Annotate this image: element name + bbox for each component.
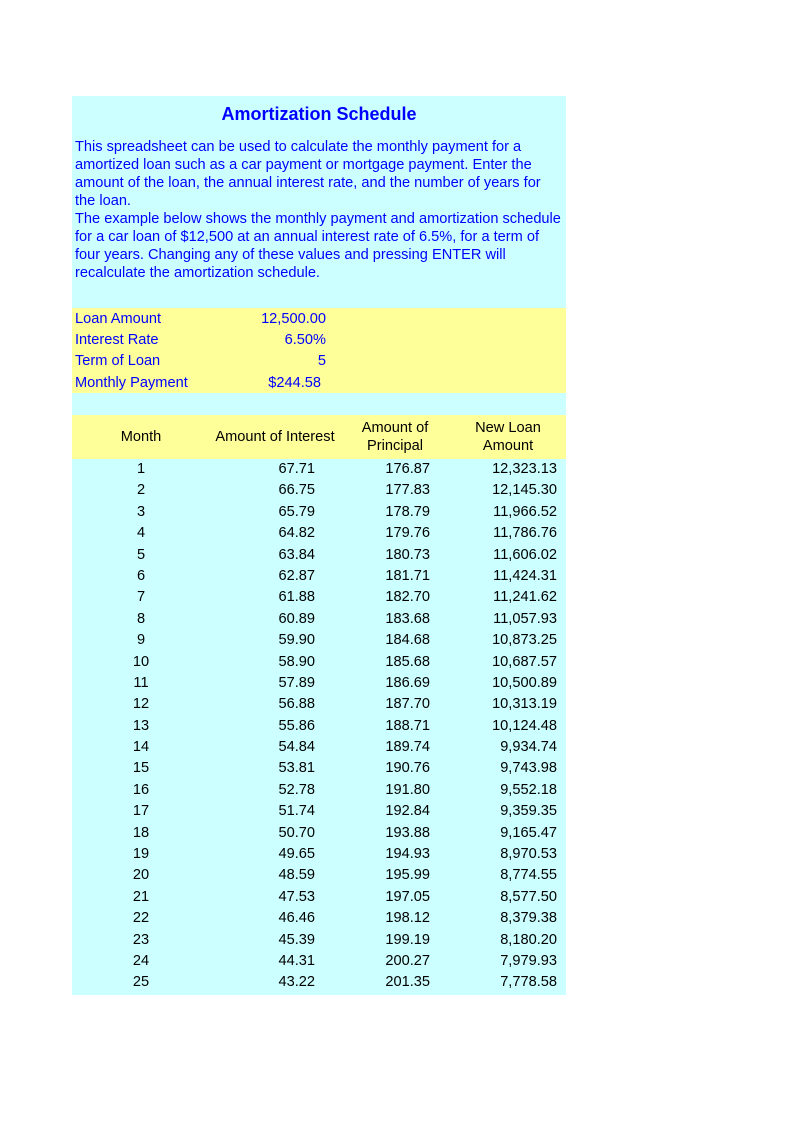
- month-cell: 21: [132, 888, 150, 905]
- header-principal: Amount of Principal: [361, 420, 429, 454]
- interest-cell: 46.46: [278, 910, 315, 927]
- table-row: [72, 609, 566, 630]
- table-row: [72, 823, 566, 844]
- description-paragraph: The example below shows the monthly payment and amortization schedule for a car loan of $12,500 at an annual interest rate of 6.5%, for a term of four years. Changing any of these values and pressing ENTER will recalculate the amortization schedule.: [75, 211, 561, 281]
- interest-cell: 48.59: [278, 867, 315, 884]
- balance-cell: 11,966.52: [493, 503, 557, 520]
- principal-cell: 177.83: [385, 482, 430, 499]
- table-row: [72, 887, 566, 908]
- description: [72, 138, 566, 308]
- input-row: [75, 309, 563, 330]
- table-row: [72, 780, 566, 801]
- table-row: [72, 673, 566, 694]
- table-row: [72, 523, 566, 544]
- header-interest: Amount of Interest: [215, 429, 335, 445]
- month-cell: 2: [136, 482, 146, 499]
- balance-cell: 8,379.38: [500, 910, 557, 927]
- balance-cell: 11,424.31: [493, 567, 557, 584]
- table-row: [72, 972, 566, 993]
- principal-cell: 197.05: [385, 888, 430, 905]
- table-row: [72, 737, 566, 758]
- input-label: Loan Amount: [75, 311, 162, 327]
- input-value[interactable]: 5: [317, 353, 326, 370]
- principal-cell: 184.68: [385, 632, 430, 649]
- balance-cell: 10,124.48: [492, 717, 557, 734]
- interest-cell: 67.71: [278, 461, 315, 477]
- table-row: [72, 630, 566, 651]
- balance-cell: 8,180.20: [500, 931, 557, 948]
- interest-cell: 59.90: [278, 632, 315, 649]
- month-cell: 23: [132, 931, 150, 948]
- table-row: [72, 545, 566, 566]
- month-cell: 25: [132, 974, 150, 991]
- input-label: Term of Loan: [75, 353, 161, 370]
- month-cell: 6: [136, 567, 146, 584]
- principal-cell: 200.27: [385, 952, 430, 969]
- month-cell: 5: [136, 546, 146, 563]
- interest-cell: 44.31: [278, 952, 315, 969]
- schedule-rows: [72, 459, 566, 995]
- month-cell: 15: [132, 760, 150, 777]
- header-new-loan-amount: New Loan Amount: [475, 420, 541, 454]
- month-cell: 19: [132, 846, 150, 863]
- interest-cell: 60.89: [278, 610, 315, 627]
- principal-cell: 186.69: [385, 674, 430, 691]
- interest-cell: 62.87: [278, 567, 315, 584]
- principal-cell: 199.19: [385, 931, 430, 948]
- balance-cell: 10,687.57: [492, 653, 557, 670]
- table-row: [72, 801, 566, 822]
- principal-cell: 179.76: [385, 525, 430, 542]
- table-row: [72, 652, 566, 673]
- month-cell: 9: [136, 632, 146, 649]
- input-value[interactable]: 12,500.00: [261, 311, 326, 327]
- month-cell: 24: [132, 952, 150, 969]
- balance-cell: 10,313.19: [492, 696, 557, 713]
- principal-cell: 201.35: [385, 974, 430, 991]
- interest-cell: 53.81: [278, 760, 315, 777]
- table-row: [72, 502, 566, 523]
- month-cell: 4: [136, 525, 146, 542]
- spacer: [72, 393, 566, 415]
- month-cell: 18: [132, 824, 150, 841]
- balance-cell: 9,552.18: [500, 781, 557, 798]
- input-label: Monthly Payment: [75, 374, 188, 391]
- principal-cell: 193.88: [385, 824, 430, 841]
- interest-cell: 57.89: [278, 674, 315, 691]
- interest-cell: 65.79: [278, 503, 315, 520]
- interest-cell: 66.75: [278, 482, 315, 499]
- principal-cell: 190.76: [385, 760, 430, 777]
- balance-cell: 11,606.02: [493, 546, 557, 563]
- input-row: [75, 351, 563, 372]
- balance-cell: 10,873.25: [492, 632, 557, 649]
- balance-cell: 9,165.47: [500, 824, 557, 841]
- header-month: Month: [120, 429, 162, 445]
- amortization-sheet: [72, 96, 566, 995]
- balance-cell: 8,774.55: [500, 867, 557, 884]
- table-row: [72, 951, 566, 972]
- balance-cell: 10,500.89: [492, 674, 557, 691]
- balance-cell: 8,577.50: [500, 888, 557, 905]
- balance-cell: 12,145.30: [492, 482, 557, 499]
- principal-cell: 192.84: [385, 803, 430, 820]
- interest-cell: 43.22: [278, 974, 315, 991]
- table-row: [72, 587, 566, 608]
- interest-cell: 55.86: [278, 717, 315, 734]
- month-cell: 1: [136, 461, 146, 477]
- principal-cell: 188.71: [385, 717, 430, 734]
- table-row: [72, 480, 566, 501]
- principal-cell: 182.70: [385, 589, 430, 606]
- interest-cell: 45.39: [278, 931, 315, 948]
- month-cell: 8: [136, 610, 146, 627]
- balance-cell: 12,323.13: [492, 461, 557, 477]
- table-row: [72, 758, 566, 779]
- balance-cell: 11,786.76: [493, 525, 557, 542]
- interest-cell: 64.82: [278, 525, 315, 542]
- principal-cell: 194.93: [385, 846, 430, 863]
- month-cell: 20: [132, 867, 150, 884]
- month-cell: 13: [132, 717, 150, 734]
- principal-cell: 189.74: [385, 739, 430, 756]
- balance-cell: 11,241.62: [493, 589, 557, 606]
- month-cell: 3: [136, 503, 146, 520]
- table-header: [72, 415, 566, 459]
- balance-cell: 9,934.74: [500, 739, 557, 756]
- month-cell: 17: [132, 803, 150, 820]
- principal-cell: 198.12: [385, 910, 430, 927]
- month-cell: 10: [132, 653, 150, 670]
- loan-inputs: [72, 308, 566, 393]
- balance-cell: 8,970.53: [500, 846, 557, 863]
- interest-cell: 54.84: [278, 739, 315, 756]
- principal-cell: 180.73: [385, 546, 430, 563]
- table-row: [72, 865, 566, 886]
- principal-cell: 181.71: [385, 567, 430, 584]
- interest-cell: 49.65: [278, 846, 315, 863]
- input-value[interactable]: $244.58: [268, 374, 321, 391]
- table-row: [72, 716, 566, 737]
- interest-cell: 47.53: [278, 888, 315, 905]
- balance-cell: 7,979.93: [500, 952, 557, 969]
- principal-cell: 185.68: [385, 653, 430, 670]
- table-row: [72, 459, 566, 480]
- principal-cell: 187.70: [385, 696, 430, 713]
- table-row: [72, 694, 566, 715]
- interest-cell: 61.88: [278, 589, 315, 606]
- description-paragraph: This spreadsheet can be used to calculate the monthly payment for a amortized loan such as a car payment or mortgage payment. Enter the amount of the loan, the annual interest rate, and the number of years for the loan.: [75, 139, 541, 209]
- interest-cell: 56.88: [278, 696, 315, 713]
- month-cell: 7: [136, 589, 146, 606]
- interest-cell: 51.74: [278, 803, 315, 820]
- month-cell: 22: [132, 910, 150, 927]
- input-label: Interest Rate: [75, 332, 159, 349]
- interest-cell: 50.70: [278, 824, 315, 841]
- sheet-title: Amortization Schedule: [72, 96, 566, 138]
- principal-cell: 176.87: [385, 461, 430, 477]
- input-row: [75, 330, 563, 351]
- principal-cell: 178.79: [385, 503, 430, 520]
- principal-cell: 191.80: [385, 781, 430, 798]
- principal-cell: 195.99: [385, 867, 430, 884]
- month-cell: 11: [133, 674, 149, 691]
- interest-cell: 63.84: [278, 546, 315, 563]
- interest-cell: 58.90: [278, 653, 315, 670]
- table-row: [72, 908, 566, 929]
- input-row: [75, 373, 563, 394]
- balance-cell: 9,743.98: [500, 760, 557, 777]
- table-row: [72, 844, 566, 865]
- interest-cell: 52.78: [278, 781, 315, 798]
- month-cell: 12: [132, 696, 150, 713]
- principal-cell: 183.68: [385, 610, 430, 627]
- balance-cell: 7,778.58: [500, 974, 557, 991]
- month-cell: 14: [132, 739, 150, 756]
- balance-cell: 9,359.35: [500, 803, 557, 820]
- table-row: [72, 566, 566, 587]
- input-value[interactable]: 6.50%: [284, 332, 326, 349]
- month-cell: 16: [132, 781, 150, 798]
- table-row: [72, 930, 566, 951]
- balance-cell: 11,057.93: [493, 610, 557, 627]
